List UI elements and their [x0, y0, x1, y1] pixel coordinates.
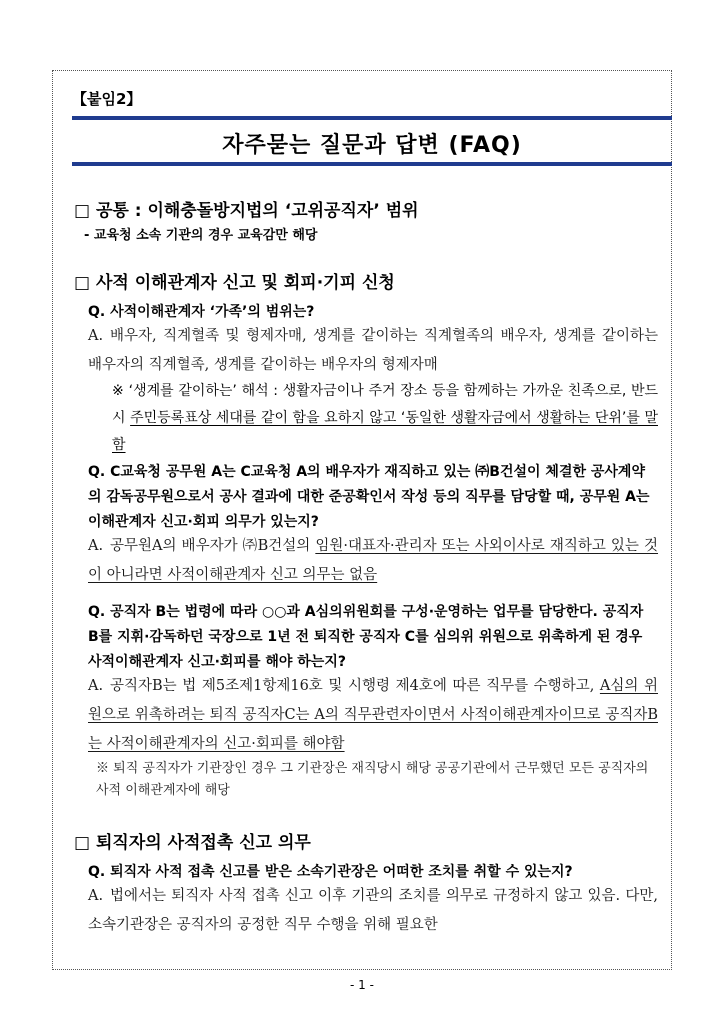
answer-prefix: A. [88, 678, 104, 694]
answer-3-text: 공직자B는 법 제5조제1항제16호 및 시행령 제4호에 따른 직무를 수행하고, [110, 678, 600, 694]
section-heading-retiree: □ 퇴직자의 사적접촉 신고 의무 [74, 833, 311, 853]
answer-prefix: A. [88, 328, 104, 344]
answer-4-text: 법에서는 퇴직자 사적 접촉 신고 이후 기관의 조치를 의무로 규정하지 않고 있음. 다만, 소속기관장은 공직자의 공정한 직무 수행을 위해 필요한 [88, 888, 658, 933]
question-2: Q. C교육청 공무원 A는 C교육청 A의 배우자가 재직하고 있는 ㈜B건설이 체결한 공사계약의 감독공무원으로서 공사 결과에 대한 준공확인서 작성 등의 직무를 담당할 때, 공무원 A는 이해관계자 신고·회피 의무가 있는지? [88, 464, 650, 530]
answer-4 [88, 882, 658, 940]
answer-1-text: 배우자, 직계혈족 및 형제자매, 생계를 같이하는 직계혈족의 배우자, 생계를 같이하는 배우자의 직계혈족, 생계를 같이하는 배우자의 형제자매 [88, 328, 658, 373]
answer-3-note: ※ 퇴직 공직자가 기관장인 경우 그 기관장은 재직당시 해당 공공기관에서 근무했던 모든 공직자의 사적 이해관계자에 해당 [96, 761, 649, 798]
section-note-common: - 교육청 소속 기관의 경우 교육감만 해당 [84, 228, 318, 243]
attachment-label: 【붙임2】 [72, 90, 142, 108]
answer-2-underlined: 임원·대표자·관리자 또는 사외이사로 재직하고 있는 것이 아니라면 사적이해관계자 신고 의무는 없음 [88, 538, 659, 583]
question-1: Q. 사적이해관계자 ‘가족’의 범위는? [88, 304, 315, 320]
answer-2 [88, 532, 658, 590]
answer-3-underlined: A심의 위원으로 위촉하려는 퇴직 공직자C는 A의 직무관련자이면서 사적이해관계자이므로 공직자B는 사적이해관계자의 신고·회피를 해야함 [88, 678, 658, 752]
question-4: Q. 퇴직자 사적 접촉 신고를 받은 소속기관장은 어떠한 조치를 취할 수 있는지? [88, 864, 573, 880]
question-3: Q. 공직자 B는 법령에 따라 ○○과 A심의위원회를 구성·운영하는 업무를 담당한다. 공직자 B를 지휘·감독하던 국장으로 1년 전 퇴직한 공직자 C를 심의위 위원으로 위촉하게 된 경우 사적이해관계자 신고·회피를 해야 하는지? [88, 604, 644, 670]
answer-1-note [112, 378, 658, 459]
section-heading-conflict: □ 사적 이해관계자 신고 및 회피·기피 신청 [74, 273, 395, 293]
answer-prefix: A. [88, 538, 104, 554]
answer-1 [88, 322, 658, 380]
page-title: 자주묻는 질문과 답변 (FAQ) [222, 133, 522, 158]
answer-2-text: 공무원A의 배우자가 ㈜B건설의 [110, 538, 316, 554]
section-heading-common: □ 공통 : 이해충돌방지법의 ‘고위공직자’ 범위 [74, 201, 419, 221]
answer-prefix: A. [88, 888, 104, 904]
title-rule-bottom [72, 162, 672, 166]
title-rule-top [72, 116, 672, 120]
answer-3 [88, 672, 658, 759]
page-number: - 1 - [350, 978, 374, 992]
answer-1-note-text: ※ ‘생계를 같이하는’ 해석 : 생활자금이나 주거 장소 등을 함께하는 가까운 친족으로, 반드시 [112, 383, 658, 426]
answer-1-note-underlined: 주민등록표상 세대를 같이 함을 요하지 않고 ‘동일한 생활자금에서 생활하는 단위’를 말함 [112, 410, 658, 453]
